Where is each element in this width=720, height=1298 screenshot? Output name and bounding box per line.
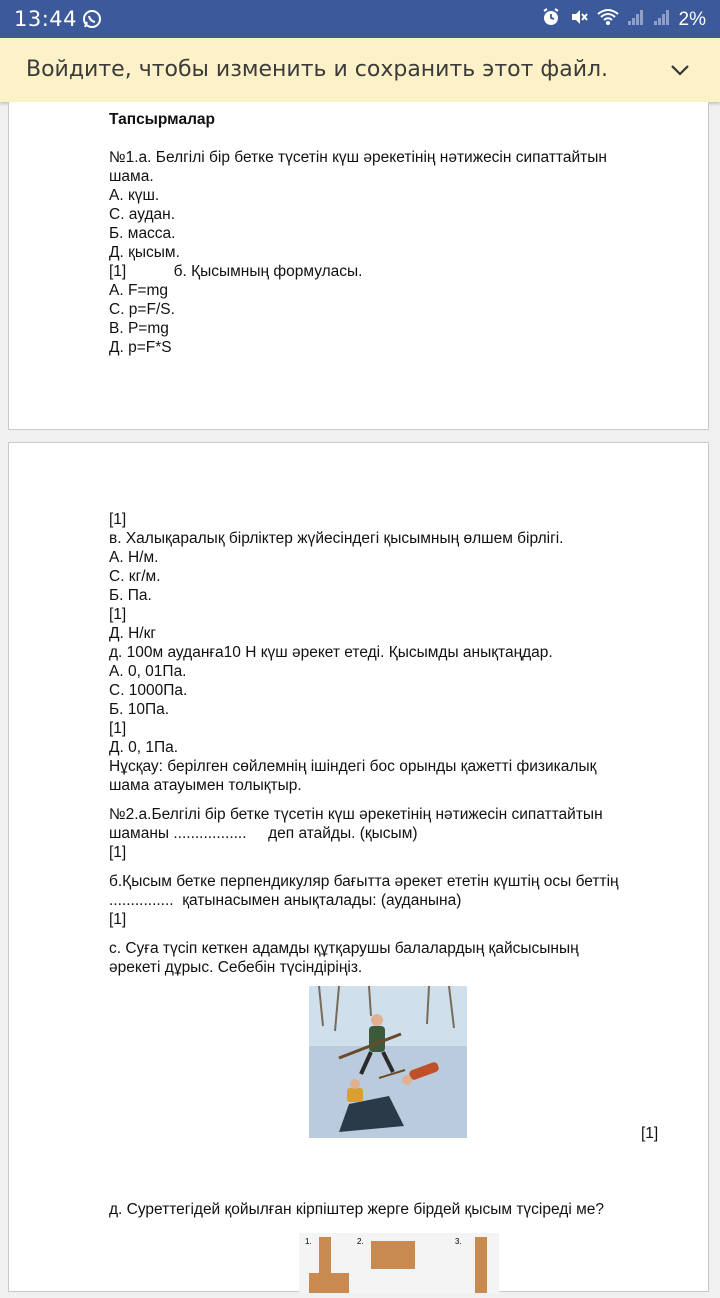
text-line: С. 1000Па. (109, 682, 188, 699)
brick-label-1: 1. (305, 1237, 312, 1246)
question-2a-mark: [1] (109, 844, 127, 861)
document-page-2 (8, 442, 709, 1292)
text-line: Нұсқау: берілген сөйлемнің ішіндегі бос орынды қажетті физикалық (109, 758, 597, 775)
question-2a-line: шаманы ................. деп атайды. (қысым) (109, 825, 418, 842)
text-line: Д. 0, 1Па. (109, 739, 179, 756)
text-line: С. кг/м. (109, 568, 161, 585)
signal-icon (627, 8, 645, 32)
alarm-icon (541, 7, 561, 33)
wifi-icon (597, 7, 619, 33)
whatsapp-icon (82, 9, 102, 34)
question-2c: с. Суға түсіп кеткен адамды құтқарушы балалардың қайсысының (109, 940, 579, 957)
text-line: Д. Н/кг (109, 625, 157, 642)
page-heading: Тапсырмалар (109, 111, 216, 128)
text-line: А. Н/м. (109, 549, 159, 566)
question-2a: №2.а.Белгілі бір бетке түсетін күш әрекетінің нәтижесін сипаттайтын (109, 806, 603, 823)
banner-message: Войдите, чтобы изменить и сохранить этот файл. (26, 57, 609, 82)
brick-label-2: 2. (357, 1237, 364, 1246)
text-line: В. P=mg (109, 320, 169, 337)
text-line: А. F=mg (109, 282, 169, 299)
text-line: [1] (109, 606, 127, 623)
ice-rescue-illustration (309, 986, 467, 1138)
mute-icon (569, 7, 589, 33)
question-2c-mark: [1] (641, 1125, 659, 1142)
question-2b-mark: [1] (109, 911, 127, 928)
text-line: д. 100м ауданға10 Н күш әрекет етеді. Қысымды анықтаңдар. (109, 644, 553, 661)
clock: 13:44 (14, 7, 78, 31)
brick-label-3: 3. (455, 1237, 462, 1246)
text-line: №1.а. Белгілі бір бетке түсетін күш әрекетінің нәтижесін сипаттайтын (109, 149, 607, 166)
question-2d: д. Суреттегідей қойылған кірпіштер жерге бірдей қысым түсіреді ме? (109, 1201, 604, 1218)
text-line: А. 0, 01Па. (109, 663, 187, 680)
text-line: Б. 10Па. (109, 701, 170, 718)
question-2c-line: әрекеті дұрыс. Себебін түсіндіріңіз. (109, 959, 363, 976)
text-line: Д. қысым. (109, 244, 180, 261)
question-2b: б.Қысым бетке перпендикуляр бағытта әрекет ететін күштің осы беттің (109, 873, 619, 890)
text-line: А. күш. (109, 187, 160, 204)
text-line: [1] (109, 511, 127, 528)
text-line: Б. Па. (109, 587, 152, 604)
question-2b-line: ............... қатынасымен анықталады: (ауданына) (109, 892, 462, 909)
text-line: С. аудан. (109, 206, 176, 223)
sign-in-banner[interactable] (0, 38, 720, 102)
text-line: Б. масса. (109, 225, 176, 242)
bricks-illustration (299, 1233, 499, 1293)
status-bar (0, 0, 720, 38)
text-line: шама атауымен толықтыр. (109, 777, 302, 794)
text-line: [1] б. Қысымның формуласы. (109, 263, 363, 280)
battery-percent: 2% (678, 9, 706, 30)
text-line: шама. (109, 168, 154, 185)
text-line: [1] (109, 720, 127, 737)
chevron-down-icon[interactable] (670, 60, 690, 80)
document-page-1 (8, 102, 709, 430)
text-line: Д. p=F*S (109, 339, 172, 356)
signal-icon-2 (653, 8, 671, 32)
text-line: С. p=F/S. (109, 301, 175, 318)
text-line: в. Халықаралық бірліктер жүйесіндегі қысымның өлшем бірлігі. (109, 530, 564, 547)
